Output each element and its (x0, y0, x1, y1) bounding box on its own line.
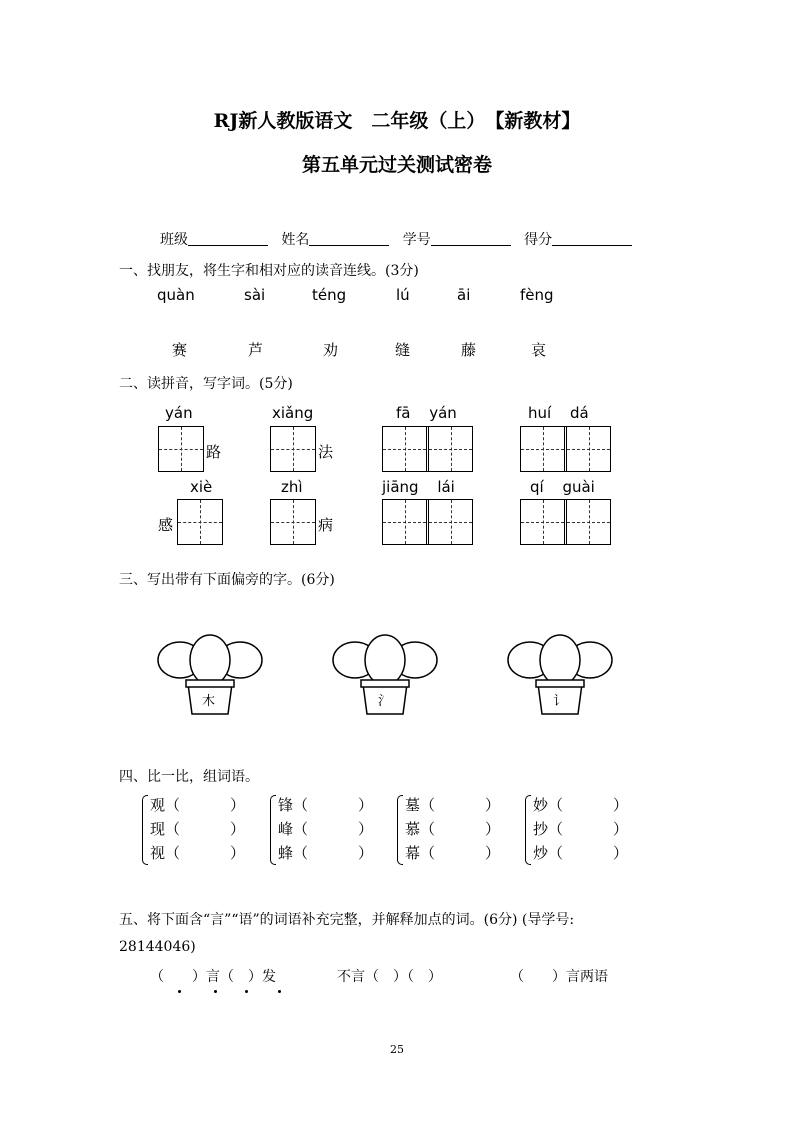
radical-label: 木 (202, 694, 216, 709)
writing-grid[interactable] (270, 426, 316, 472)
emphasis-dot (245, 990, 248, 993)
fill-item: （ ）言（ ）发 (150, 969, 276, 985)
close-paren: ） (485, 844, 501, 862)
writing-grid[interactable] (158, 426, 204, 472)
info-line (160, 229, 632, 249)
grid-pinyin: qí guài (530, 478, 595, 496)
emphasis-dot (178, 990, 181, 993)
emphasis-dot (214, 990, 217, 993)
close-paren: ） (613, 796, 629, 814)
section5-heading: 五、将下面含“言”“语”的词语补充完整，并解释加点的词。(6分) (导学号: (119, 912, 575, 928)
word-item: 峰（ (278, 820, 309, 838)
class-label: 班级 (160, 232, 188, 248)
class-blank[interactable] (188, 231, 268, 246)
word-group (150, 793, 245, 865)
pinyin-item: quàn (157, 286, 195, 304)
number-blank[interactable] (431, 231, 511, 246)
section3-heading: 三、写出带有下面偏旁的字。(6分) (119, 572, 335, 588)
pinyin-item: fèng (520, 286, 554, 304)
word-item: 炒（ (533, 844, 564, 862)
section4-heading: 四、比一比，组词语。 (119, 769, 259, 785)
char-item: 缝 (395, 341, 411, 359)
pinyin-item: āi (457, 286, 471, 304)
char-item: 藤 (461, 341, 477, 359)
score-blank[interactable] (552, 231, 632, 246)
radical-label: 讠 (553, 694, 567, 709)
word-item: 妙（ (533, 796, 564, 814)
radical-label: 氵 (378, 694, 392, 709)
grid-pinyin: xiǎng (272, 404, 314, 422)
pinyin-item: téng (312, 286, 347, 304)
grid-pinyin: huí dá (528, 404, 589, 422)
writing-grid[interactable] (177, 499, 223, 545)
page-title: RJ新人教版语文 二年级（上） 【新教材】 (213, 110, 581, 132)
grid-suffix: 法 (318, 443, 334, 461)
close-paren: ） (485, 820, 501, 838)
close-paren: ） (613, 820, 629, 838)
word-item: 蜂（ (278, 844, 309, 862)
section1-heading: 一、找朋友，将生字和相对应的读音连线。(3分) (119, 263, 419, 279)
word-item: 现（ (150, 820, 181, 838)
grid-pinyin: yán (165, 404, 193, 422)
close-paren: ） (613, 844, 629, 862)
char-item: 芦 (248, 341, 264, 359)
word-group (278, 793, 373, 865)
word-item: 锋（ (278, 796, 309, 814)
pinyin-item: sài (244, 286, 266, 304)
char-item: 哀 (531, 341, 547, 359)
writing-grid[interactable] (382, 499, 473, 545)
char-item: 劝 (323, 341, 339, 359)
emphasis-dot (278, 990, 281, 993)
close-paren: ） (358, 820, 374, 838)
word-item: 墓（ (405, 796, 436, 814)
grid-prefix: 感 (158, 516, 174, 534)
grid-suffix: 路 (206, 443, 222, 461)
grid-suffix: 病 (318, 516, 334, 534)
page-number: 25 (390, 1043, 404, 1056)
fill-item: （ ）言两语 (510, 969, 608, 985)
grid-pinyin: zhì (281, 478, 303, 496)
section5-heading-cont: 28144046) (119, 939, 196, 955)
writing-grid[interactable] (382, 426, 473, 472)
word-item: 视（ (150, 844, 181, 862)
char-item: 赛 (172, 341, 188, 359)
close-paren: ） (230, 820, 246, 838)
name-blank[interactable] (309, 231, 389, 246)
word-group (533, 793, 628, 865)
writing-grid[interactable] (520, 426, 611, 472)
grid-pinyin: fā yán (396, 404, 457, 422)
close-paren: ） (358, 796, 374, 814)
close-paren: ） (230, 844, 246, 862)
score-label: 得分 (524, 232, 553, 248)
name-label: 姓名 (281, 232, 310, 248)
section2-heading: 二、读拼音，写字词。(5分) (119, 376, 293, 392)
grid-pinyin: xiè (190, 478, 213, 496)
fill-item: 不言（ ）（ ） (337, 969, 442, 985)
number-label: 学号 (402, 232, 431, 248)
word-group (405, 793, 500, 865)
word-item: 观（ (150, 796, 181, 814)
writing-grid[interactable] (520, 499, 611, 545)
word-item: 慕（ (405, 820, 436, 838)
close-paren: ） (358, 844, 374, 862)
close-paren: ） (485, 796, 501, 814)
grid-pinyin: jiāng lái (382, 478, 455, 496)
page-subtitle: 第五单元过关测试密卷 (301, 154, 492, 176)
pinyin-item: lú (396, 286, 410, 304)
writing-grid[interactable] (270, 499, 316, 545)
close-paren: ） (230, 796, 246, 814)
word-item: 幕（ (405, 844, 436, 862)
word-item: 抄（ (533, 820, 564, 838)
